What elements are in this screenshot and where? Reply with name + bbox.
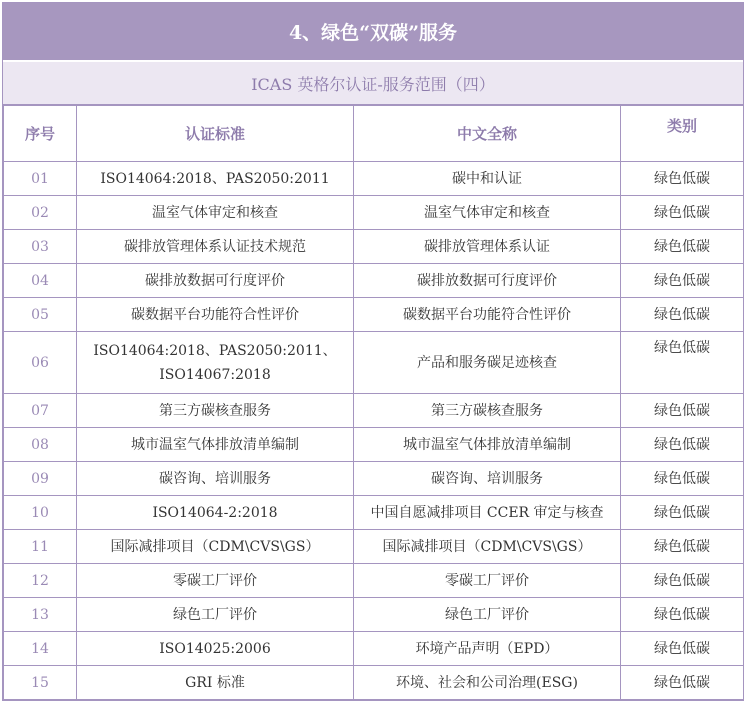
- table-row: [4, 496, 744, 530]
- row-number: 10: [4, 496, 77, 530]
- header-standard: 认证标准: [77, 106, 354, 162]
- header-name: 中文全称: [354, 106, 621, 162]
- row-chinese-name: 产品和服务碳足迹核查: [354, 332, 621, 394]
- service-table: [3, 105, 744, 700]
- row-chinese-name: 国际减排项目（CDM\CVS\GS）: [354, 530, 621, 564]
- row-category: 绿色低碳: [621, 462, 744, 496]
- table-row: [4, 264, 744, 298]
- table-row: [4, 462, 744, 496]
- row-chinese-name: 城市温室气体排放清单编制: [354, 428, 621, 462]
- row-chinese-name: 碳排放数据可行度评价: [354, 264, 621, 298]
- row-number: 15: [4, 666, 77, 700]
- row-standard: ISO14064:2018、PAS2050:2011、ISO14067:2018: [77, 332, 354, 394]
- row-number: 13: [4, 598, 77, 632]
- row-number: 08: [4, 428, 77, 462]
- table-row: [4, 632, 744, 666]
- row-standard: 城市温室气体排放清单编制: [77, 428, 354, 462]
- row-standard: ISO14064-2:2018: [77, 496, 354, 530]
- row-standard: 国际减排项目（CDM\CVS\GS）: [77, 530, 354, 564]
- table-row: [4, 666, 744, 700]
- header-category: 类别: [621, 106, 744, 162]
- row-category: 绿色低碳: [621, 530, 744, 564]
- row-standard: 碳排放管理体系认证技术规范: [77, 230, 354, 264]
- row-number: 09: [4, 462, 77, 496]
- row-standard: ISO14025:2006: [77, 632, 354, 666]
- section-title: 4、绿色“双碳”服务: [3, 3, 743, 62]
- table-row: [4, 564, 744, 598]
- row-category: 绿色低碳: [621, 428, 744, 462]
- table-row: [4, 196, 744, 230]
- row-standard: GRI 标准: [77, 666, 354, 700]
- table-header-row: [4, 106, 744, 162]
- row-category: 绿色低碳: [621, 598, 744, 632]
- row-standard: 碳排放数据可行度评价: [77, 264, 354, 298]
- row-category: 绿色低碳: [621, 230, 744, 264]
- row-category: 绿色低碳: [621, 298, 744, 332]
- row-chinese-name: 碳数据平台功能符合性评价: [354, 298, 621, 332]
- row-chinese-name: 温室气体审定和核查: [354, 196, 621, 230]
- table-subtitle: ICAS 英格尔认证-服务范围（四）: [3, 62, 743, 105]
- table-row: [4, 598, 744, 632]
- row-standard: ISO14064:2018、PAS2050:2011: [77, 162, 354, 196]
- row-number: 03: [4, 230, 77, 264]
- row-category: 绿色低碳: [621, 196, 744, 230]
- row-chinese-name: 碳中和认证: [354, 162, 621, 196]
- row-number: 14: [4, 632, 77, 666]
- row-category: 绿色低碳: [621, 162, 744, 196]
- row-number: 07: [4, 394, 77, 428]
- row-category: 绿色低碳: [621, 332, 744, 394]
- service-scope-table-card: [2, 2, 744, 701]
- table-row: [4, 428, 744, 462]
- row-category: 绿色低碳: [621, 564, 744, 598]
- row-category: 绿色低碳: [621, 666, 744, 700]
- row-chinese-name: 绿色工厂评价: [354, 598, 621, 632]
- row-standard: 碳数据平台功能符合性评价: [77, 298, 354, 332]
- row-number: 11: [4, 530, 77, 564]
- row-number: 12: [4, 564, 77, 598]
- row-number: 05: [4, 298, 77, 332]
- row-standard: 绿色工厂评价: [77, 598, 354, 632]
- header-no: 序号: [4, 106, 77, 162]
- row-chinese-name: 零碳工厂评价: [354, 564, 621, 598]
- row-standard: 碳咨询、培训服务: [77, 462, 354, 496]
- row-standard: 温室气体审定和核查: [77, 196, 354, 230]
- row-number: 02: [4, 196, 77, 230]
- table-row: [4, 162, 744, 196]
- table-row: [4, 530, 744, 564]
- table-row: [4, 230, 744, 264]
- row-chinese-name: 碳排放管理体系认证: [354, 230, 621, 264]
- table-row: [4, 394, 744, 428]
- row-category: 绿色低碳: [621, 394, 744, 428]
- row-chinese-name: 中国自愿减排项目 CCER 审定与核查: [354, 496, 621, 530]
- row-category: 绿色低碳: [621, 632, 744, 666]
- row-category: 绿色低碳: [621, 496, 744, 530]
- row-chinese-name: 碳咨询、培训服务: [354, 462, 621, 496]
- row-standard: 零碳工厂评价: [77, 564, 354, 598]
- row-standard: 第三方碳核查服务: [77, 394, 354, 428]
- row-number: 04: [4, 264, 77, 298]
- row-chinese-name: 第三方碳核查服务: [354, 394, 621, 428]
- row-category: 绿色低碳: [621, 264, 744, 298]
- row-number: 01: [4, 162, 77, 196]
- row-chinese-name: 环境产品声明（EPD）: [354, 632, 621, 666]
- table-row: [4, 298, 744, 332]
- row-chinese-name: 环境、社会和公司治理(ESG): [354, 666, 621, 700]
- row-number: 06: [4, 332, 77, 394]
- table-row: [4, 332, 744, 394]
